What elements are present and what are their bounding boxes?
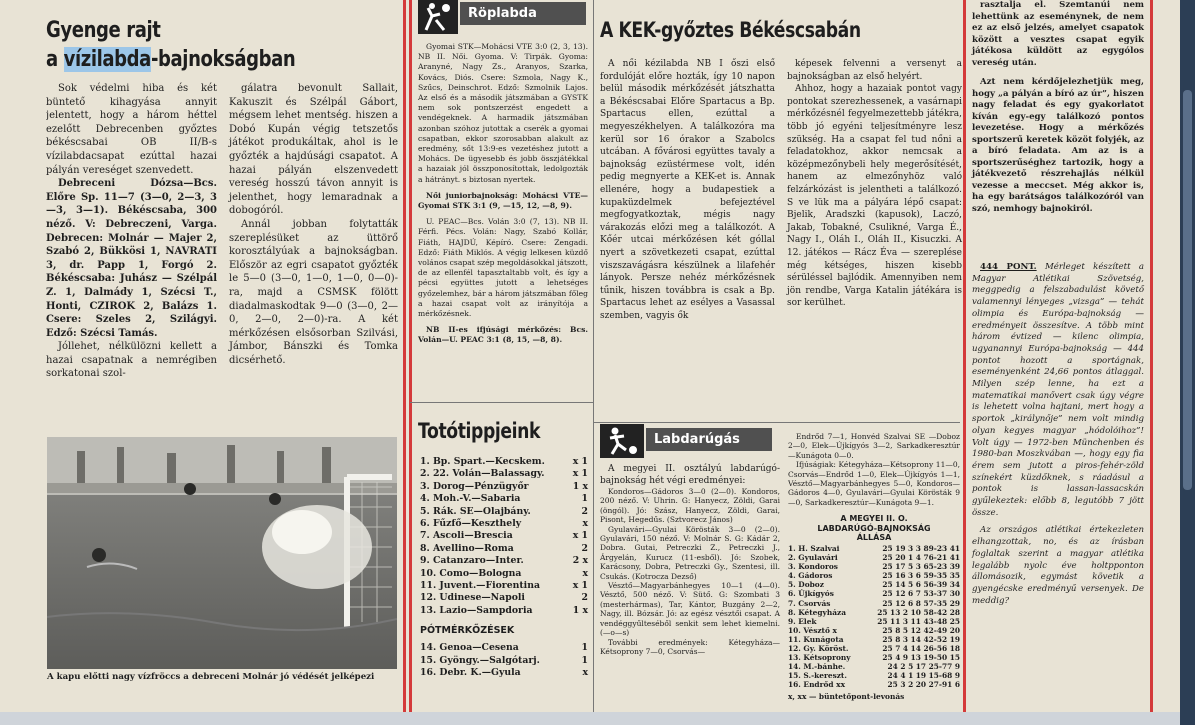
football-icon xyxy=(600,424,644,458)
match: 10. Como—Bologna xyxy=(420,567,522,579)
stats: 25 16 3 6 59-35 35 xyxy=(882,571,960,581)
table-row xyxy=(788,617,960,626)
team: 5. Doboz xyxy=(788,580,824,590)
extra-matches-title: PÓTMÉRKŐZÉSEK xyxy=(420,625,515,637)
tip: x xyxy=(582,567,588,579)
paragraph: Mérleget készített a Magyar Atlétikai Szövetség, meggpedig a felszabadulást követő valamennyi lényeges „vizsga” — tehát olimpia és Európa-bajnokság — eredményeit összesítve. A több mint három évtized — kilenc olimpia, ugyanannyi Európa-bajnokság — 444 pontot hozott a sportágnak, eseményenként 24,66 pontos átlaggal. Milyen szép lenne, ha ezt a matematikai manővert csak úgy végre is lehetett volna hajtani, mert hogy a sportok „királynője” nem volt mindig olyan kegyes magyar „hódolóihoz”! Volt úgy — 1972-ben Münchenben és 1980-ban Moszkvában —, hogy egy fia érem sem jutott a piros-fehér-zöld színekért küzdőknek, s ráadásul a pontok is lassan-lassacskán gyűlekeztek: előbb 8, legutóbb 7 jött össze. xyxy=(972,262,1144,518)
match: 4. Moh.-V.—Sabaria xyxy=(420,493,521,505)
title-line: A MEGYEI II. O. xyxy=(840,514,908,523)
waterpolo-photo-image xyxy=(47,437,397,669)
waterpolo-right-text xyxy=(229,82,398,367)
paragraph: Gyomai STK—Mohácsi VTE 3:0 (2, 3, 13). NB II. Női. Gyoma. V: Tirpák. Gyoma: Aranyné, Nagy Zs., Aranyos, Szarka, Kovács, Diós. Csere: Szmola, Nagy K., Szűcs, Deinschrot. Edző: Szmolnik Lajos. Az első és a második játszmában a GYSTK nem sok pontszerzést engedett a vendégeknek. A harmadik játszmában azonban szóhoz jutottak a cserék a gyomai csapatban, ekkor szorosabban alakult az eredmény, sőt 13:9-es vezetéshez jutott a Mohács. De ügyesebb és jobb összjátékkal a hazaiak jól összponosítottak, ledolgozták a hátrányt. s biztosan nyertek. xyxy=(418,42,588,184)
match: 7. Ascoli—Brescia xyxy=(420,530,513,542)
stats: 25 17 5 3 65-23 39 xyxy=(882,562,960,572)
paragraph: Ifjúságiak: Kétegyháza—Kétsoprony 11—0, Csorvás—Endrőd 1—0, Elek—Újkígyós 1—1, Vésztő—Magyarbánhegyes 5—0, Kondoros—Gádoros 4—0, Gyulavári—Gyulai Körösták 9—0, Sarkadkeresztúr—Kunágota 9—1. xyxy=(788,460,960,507)
column-divider-red xyxy=(403,0,406,712)
title-line: ÁLLÁSA xyxy=(856,533,892,543)
toto-row xyxy=(420,592,588,604)
handball-headline: A KEK-győztes Békéscsabán xyxy=(600,18,861,42)
paragraph: Az országos atlétikai értekezleten elhangzottak, no, és az írásban foglaltak szerint a magyar atlétika legalább nyolc éve holtpponton állomásozik, egymást követik a gyengécske eredményű versenyek. De meddig? xyxy=(972,525,1144,606)
match-result: Kondoros—Gádoros 3—0 (2—0). Kondoros, 200 néző. V: Uhrin. G: Hanyecz, Zöldi, Garai (öngól). Jó: Szász, Hanyecz, Zöldi, Garai, Pisont, Hegedűs. (Sztvorecz János) xyxy=(600,487,780,525)
toto-row xyxy=(420,568,588,580)
team: 6. Újkígyós xyxy=(788,589,834,599)
toto-row xyxy=(420,456,588,468)
toto-row xyxy=(420,506,588,518)
tip: x 1 xyxy=(572,468,588,480)
paragraph: U. PEAC—Bcs. Volán 3:0 (7, 13). NB II. Férfi. Pécs. Volán: Nagy, Szabó Kollár, Fiáth, HAJDÚ, Képíró. Csere: Zengadi. Edző: Fiáth Miklós. A végig lelkesen küzdő volános csapat szép megoldásokkal játszott, de az ellenfél tapasztaltabb volt, és így a pécsi együttes jutott a lehetséges győzelemhez, bár a három játszmában főleg a hazai csapat volt az irányítója a mérkőzésnek. xyxy=(418,217,588,319)
match: 6. Fűzfő—Keszthely xyxy=(420,518,522,530)
toto-row xyxy=(420,642,588,654)
match: 11. Juvent.—Fiorentina xyxy=(420,580,540,592)
athletics-commentary xyxy=(972,262,1144,607)
waterpolo-headline-line2 xyxy=(46,47,295,73)
toto-row xyxy=(420,468,588,480)
paragraph: Annál jobban folytatták szereplésüket az üttörő korosztályúak a bajnokságban. Először az egri csapatot győzték le 5—0 (3—0, 1—0, 1—0, 0—0)-ra, majd a CSMSK fölött diadalmaskodtak 9—0 (3—0, 2—0, 2—0, 2—0)-ra. A két mérkőzésen elsősorban Szilvási, Jámbor, Bánszki és Tomka dicsérhető. xyxy=(229,218,398,366)
table-row xyxy=(788,599,960,608)
volleyball-pictogram xyxy=(418,0,458,34)
tip: 1 xyxy=(581,642,588,654)
waterpolo-photo xyxy=(47,437,397,669)
section-divider xyxy=(594,422,960,423)
paragraph: Sok védelmi hiba és két büntető kihagyása annyit jelentett, hogy a három héttel ezelőtt Debrecenben győztes békéscsabai OB II/B-s vízilabdacsapat ezúttal hazai pályán vereséget szenvedett. xyxy=(46,83,217,176)
paragraph: NB II-es ifjúsági mérkőzés: Bcs. Volán—U. PEAC 3:1 (8, 15, —8, 8). xyxy=(418,325,588,345)
toto-row xyxy=(420,555,588,567)
column-divider-red xyxy=(1150,0,1153,712)
match-result: Vésztő—Magyarbánhegyes 10—1 (4—0). Vésztő, 500 néző. V: Sütő. G: Szombati 3 (mesterhármas), Tar, Kántor, Buzgány 2—2, Nagy, ill. Bózsár. Jó: az egész vésztői csapat. A vendéggyűlteséből senkit sem lehet kiemelni. (—o—s) xyxy=(600,581,780,638)
table-row xyxy=(788,680,960,689)
toto-row xyxy=(420,543,588,555)
photo-caption: A kapu előtti nagy vízfröccs a debreceni Molnár jó védését jelképezi xyxy=(47,672,375,682)
table-row xyxy=(788,562,960,571)
stats: 24 2 5 17 25-77 9 xyxy=(887,662,960,672)
stats: 25 8 3 14 42-52 19 xyxy=(882,634,960,644)
toto-row xyxy=(420,580,588,592)
handball-left-text xyxy=(600,58,775,322)
team: 9. Elek xyxy=(788,616,817,626)
toto-row xyxy=(420,655,588,667)
column-divider xyxy=(593,0,594,712)
team: 11. Kunágota xyxy=(788,634,844,644)
team: 16. Endrőd xx xyxy=(788,680,845,690)
team: 7. Csorvás xyxy=(788,598,831,608)
match-result: Gyulavári—Gyulai Körösták 3—0 (2—0). Gyulavári, 150 néző. V: Molnár S. G: Kádár 2, Dobra. Gutai, Petreczki Z., Petreczki J., Árgyelán, Kurucz (11-esből). Jó: Szobek, Karácsony, Dobra, Petreczki Gy., Szentesi, ill. Csukás. (Kotrocza Dezső) xyxy=(600,524,780,581)
stats: 25 11 3 11 43-48 25 xyxy=(877,616,960,626)
table-note xyxy=(788,692,960,701)
toto-row xyxy=(420,530,588,542)
column-divider-red xyxy=(409,0,412,712)
paragraph: Ahhoz, hogy a hazaiak pontot vagy pontokat szerezhessenek, a vasárnapi mérkőzésnél fegyelmezettebb játékra, több jó egyéni teljesítményre lesz szükség. Ha a csapat fel tud nőni a feladatokhoz, akkor nemcsak a középmezőnybeli hely megerősítését, hanem az elmezőnyhöz való felzárkózást is jelentheti a találkozó. S ve lük ma a pályára lépő csapat: Bjelik, Aradszki (kapusok), Laczó, Jakab, Tobakné, Csulikné, Varga É., Nagy I., Oláh I., Oláh II., Kisuczki. A 12. játékos — Rácz Éva — szereplése még kétséges, hiszen kisebb sérüléssel bajlódik. Amennyiben nem jön rendbe, Varga Katalin játékára is sor kerülhet. xyxy=(787,84,962,309)
paragraph: A megyei II. osztályú labdarúgó-bajnokság hét végi eredményei: xyxy=(600,464,780,486)
table-row xyxy=(788,571,960,580)
team: 12. Gy. Köröst. xyxy=(788,644,849,654)
waterpolo-left-text xyxy=(46,82,217,381)
athletics-lead: 444 PONT. xyxy=(980,262,1037,272)
stats: 24 4 1 19 15-68 9 xyxy=(887,671,960,681)
toto-row xyxy=(420,481,588,493)
column-divider-red xyxy=(963,0,966,712)
note: x, xx — büntetőpont-levonás xyxy=(788,691,905,701)
table-row xyxy=(788,580,960,589)
table-row xyxy=(788,662,960,671)
paragraph: Azt nem kérdőjelezhetjük meg, hogy „a pályán a bíró az úr”, hiszen nagy feladat és egy gyakorlatot kíván egy-egy találkozó pontos levezetése. Hogy a mérkőzés sportszerű keretek közöt folyjék, az a bíró feladata. Am az is a sportszerűséghez tartozik, hogy a játékvezető részrehajlás nélkül vezesse a meccset. Még akkor is, ha egy barátságos találkozóról van szó, nemhogy bajnokiról. xyxy=(972,77,1144,214)
paragraph: A női kézilabda NB I őszi első fordulóját előre hozták, így 10 napon belül második mérkőzését játszhatta a Békéscsabai Előre Spartacus a Bp. Spartacus ellen, ezúttal a megyeszékhelyen. A találkozóra ma kerül sor 16 órakor a Szabolcs utcában. A fővárosi együttes tavaly a bajnokság ezüstérmese volt, idén pedig megnyerte a KEK-et is. Annak ellenére, hogy a budapestiek a kupaküzdelmek befejeztével megfogyatkoztak, mégis nagy várakozás előzi meg a találkozót. A Kőér utcai mérkőzésen két góllal nyert a szövetkezeti csapat, ezúttal viszszavágásra készülnek a lilafehér lányok. Persze nehéz mérkőzésnek tűnik, hiszen továbbra is csak a Bp. Spartacus lehet az esélyes a Vasassal szemben, vagyis ők xyxy=(600,59,775,321)
paragraph: rasztalja el. Szemtanúi nem lehettünk az eseménynek, de nem ez az első jelzés, amelyet csapatok között a vesztes csapat egyik játékosa küldött az egygólos vereség után. xyxy=(972,0,1144,68)
tip: 1 xyxy=(581,654,588,666)
match: 9. Catanzaro—Inter. xyxy=(420,555,524,567)
waterpolo-headline-line1: Gyenge rajt xyxy=(46,18,161,43)
toto-row xyxy=(420,605,588,617)
match: 14. Genoa—Cesena xyxy=(420,642,519,654)
horizontal-scrollbar[interactable] xyxy=(0,712,1180,725)
football-more-results xyxy=(788,432,960,507)
tip: 2 xyxy=(581,505,588,517)
stats: 25 19 3 3 89-23 41 xyxy=(882,544,960,553)
team: 2. Gyulavári xyxy=(788,553,838,563)
table-row xyxy=(788,589,960,598)
toto-row xyxy=(420,518,588,530)
table-row xyxy=(788,544,960,553)
tip: 2 xyxy=(581,542,588,554)
tip: x 1 xyxy=(572,456,588,467)
match: 16. Debr. K.—Gyula xyxy=(420,667,521,679)
paragraph: Endrőd 7—1, Honvéd Szalvai SE —Doboz 2—0, Elek—Újkígyós 3—2, Sarkadkeresztúr—Kunágota 0—0. xyxy=(788,432,960,460)
tip: x xyxy=(582,518,588,530)
headline-prefix: a xyxy=(46,47,64,72)
stats: 25 8 5 12 42-49 20 xyxy=(882,625,960,635)
stats: 25 3 2 20 27-91 6 xyxy=(887,680,960,690)
toto-row xyxy=(420,493,588,505)
match: 3. Dorog—Pénzügyőr xyxy=(420,480,529,492)
commentary-top xyxy=(972,0,1144,215)
search-highlight[interactable]: vízilabda xyxy=(63,47,151,72)
league-table xyxy=(788,544,960,701)
tip: x xyxy=(582,667,588,679)
match-report: Debreceni Dózsa—Bcs. Előre Sp. 11—7 (3—0, 2—3, 3—3, 3—1). Békéscsaba, 300 néző. V: Debreczeni, Varga. Debrecen: Molnár — Majer 2, Szabó 2, Bükkösi 1, NAVRATI 3, dr. Papp 1, Forgó 2. Békéscsaba: Juhász — Szélpál Z. 1, Dalmády 1, Szécsi T., Honti, CZIROK 2, Balázs 1. Csere: Szeles 2, Szilágyi. Edző: Szécsi Tamás. xyxy=(46,178,217,339)
tip: x 1 xyxy=(572,580,588,592)
volleyball-section-title: Röplabda xyxy=(460,2,586,25)
stats: 25 4 9 13 19-50 15 xyxy=(882,653,960,663)
toto-title: Totótippjeink xyxy=(418,419,541,443)
table-row xyxy=(788,553,960,562)
table-row xyxy=(788,635,960,644)
toto-row xyxy=(420,667,588,679)
paragraph: Női juniorbajnokság: Mohácsi VTE—Gyomai STK 3:1 (9, —15, 12, —8, 9). xyxy=(418,190,588,211)
tip: 2 xyxy=(581,592,588,604)
stats: 25 7 4 14 26-56 18 xyxy=(882,644,960,654)
match: 5. Rák. SE—Olajbány. xyxy=(420,505,531,517)
tip: 1 x xyxy=(572,604,588,616)
match-result: További eredmények: Kétegyháza—Kétsoprony 7—0, Csorvás— xyxy=(600,637,780,656)
match: 13. Lazio—Sampdoria xyxy=(420,604,533,616)
headline-suffix: -bajnokságban xyxy=(150,47,296,72)
match: 2. 22. Volán—Balassagy. xyxy=(420,468,545,480)
table-row xyxy=(788,671,960,680)
match: 15. Gyöngy.—Salgótarj. xyxy=(420,654,540,666)
team: 4. Gádoros xyxy=(788,571,833,581)
stats: 25 12 6 7 53-37 30 xyxy=(882,589,960,599)
team: 8. Kétegyháza xyxy=(788,607,846,617)
team: 1. H. Szalvai xyxy=(788,544,840,553)
match: 12. Udinese—Napoli xyxy=(420,592,525,604)
tip: 1 x xyxy=(572,480,588,492)
tip: 1 xyxy=(581,493,588,505)
football-results xyxy=(600,463,780,656)
stats: 25 12 6 8 57-35 29 xyxy=(882,598,960,608)
paragraph: Jóllehet, nélkülözni kellett a hazai csapatnak a nemrégiben sorkatonai szol- xyxy=(46,341,217,380)
team: 10. Vésztő x xyxy=(788,625,837,635)
tip: 2 x xyxy=(572,555,588,567)
handball-right-text xyxy=(787,58,962,310)
section-divider xyxy=(410,402,593,403)
title-line: LABDARÚGÓ-BAJNOKSÁG xyxy=(817,523,931,533)
vertical-scrollbar[interactable] xyxy=(1180,0,1195,725)
table-row xyxy=(788,644,960,653)
scrollbar-thumb[interactable] xyxy=(1183,90,1192,490)
match: 8. Avellino—Roma xyxy=(420,542,514,554)
team: 15. S.-kereszt. xyxy=(788,671,847,681)
table-row xyxy=(788,653,960,662)
tip: x 1 xyxy=(572,530,588,542)
match: 1. Bp. Spart.—Kecskem. xyxy=(420,456,545,467)
stats: 25 14 5 6 56-39 34 xyxy=(882,580,960,590)
table-row xyxy=(788,626,960,635)
team: 14. M.-bánhe. xyxy=(788,662,846,672)
team: 3. Kondoros xyxy=(788,562,838,572)
toto-list xyxy=(420,456,588,680)
paragraph: gálatra bevonult Sallait, Kakuszit és Szélpál Gábort, mégsem lehet mentség. hiszen a Dobó Kupán végig tetszetős játékot produkáltak, ahol is le győzték a hajdúsági csapatot. A hazai pályán elszenvedett vereség hosszú távon annyit is jelenthet, hogy lemaradnak a dobogóról. xyxy=(229,83,398,217)
paragraph: képesek felvenni a versenyt a bajnokságban az első helyért. xyxy=(787,59,962,82)
stats: 25 20 1 4 76-21 41 xyxy=(882,553,960,563)
stats: 25 13 2 10 58-42 28 xyxy=(877,607,960,617)
league-table-title xyxy=(788,514,960,543)
football-pictogram xyxy=(600,424,644,458)
volleyball-icon xyxy=(418,0,458,34)
table-row xyxy=(788,608,960,617)
team: 13. Kétsoprony xyxy=(788,653,851,663)
football-section-title: Labdarúgás xyxy=(646,428,772,451)
volleyball-text xyxy=(418,42,588,346)
